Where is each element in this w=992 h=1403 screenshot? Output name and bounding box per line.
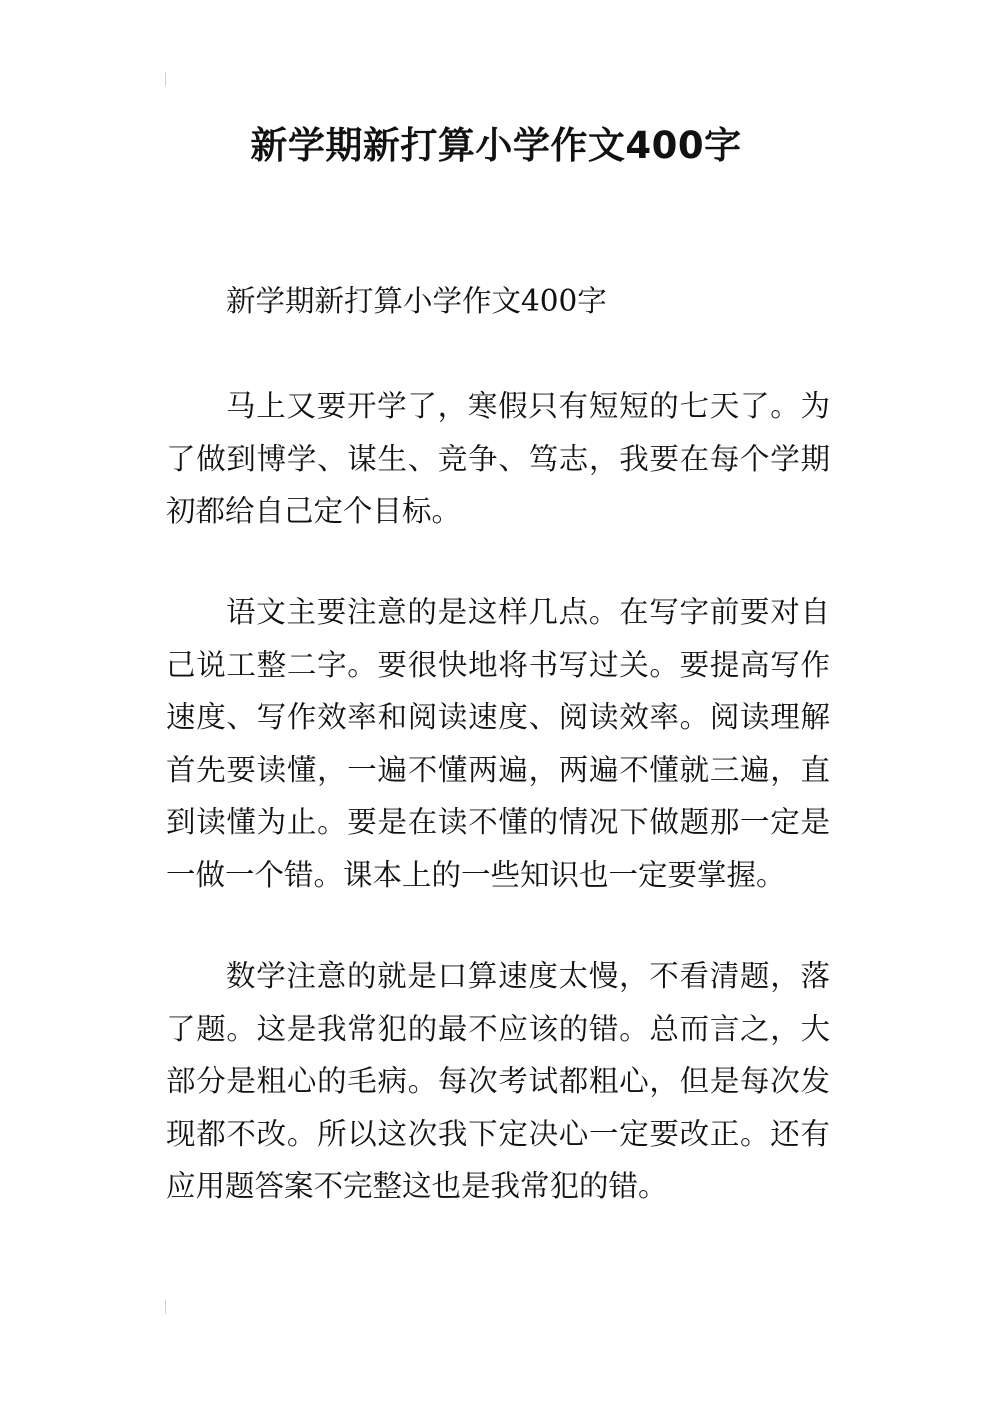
page-corner-mark-top [165,72,166,86]
paragraph-intro: 马上又要开学了，寒假只有短短的七天了。为了做到博学、谋生、竞争、笃志，我要在每个学期初都给自己定个目标。 [166,389,830,528]
document-subtitle: 新学期新打算小学作文400字 [226,284,607,318]
paragraph-math-study: 数学注意的就是口算速度太慢，不看清题，落了题。这是我常犯的最不应该的错。总而言之，大部分是粗心的毛病。每次考试都粗心，但是每次发现都不改。所以这次我下定决心一定要改正。还有应用题答案不完整这也是我常犯的错。 [166,959,830,1203]
document-title: 新学期新打算小学作文400字 [250,124,742,167]
paragraph-chinese-study: 语文主要注意的是这样几点。在写字前要对自己说工整二字。要很快地将书写过关。要提高写作速度、写作效率和阅读速度、阅读效率。阅读理解首先要读懂，一遍不懂两遍，两遍不懂就三遍，直到读懂为止。要是在读不懂的情况下做题那一定是一做一个错。课本上的一些知识也一定要掌握。 [166,595,830,892]
page-corner-mark-bottom [165,1300,166,1314]
